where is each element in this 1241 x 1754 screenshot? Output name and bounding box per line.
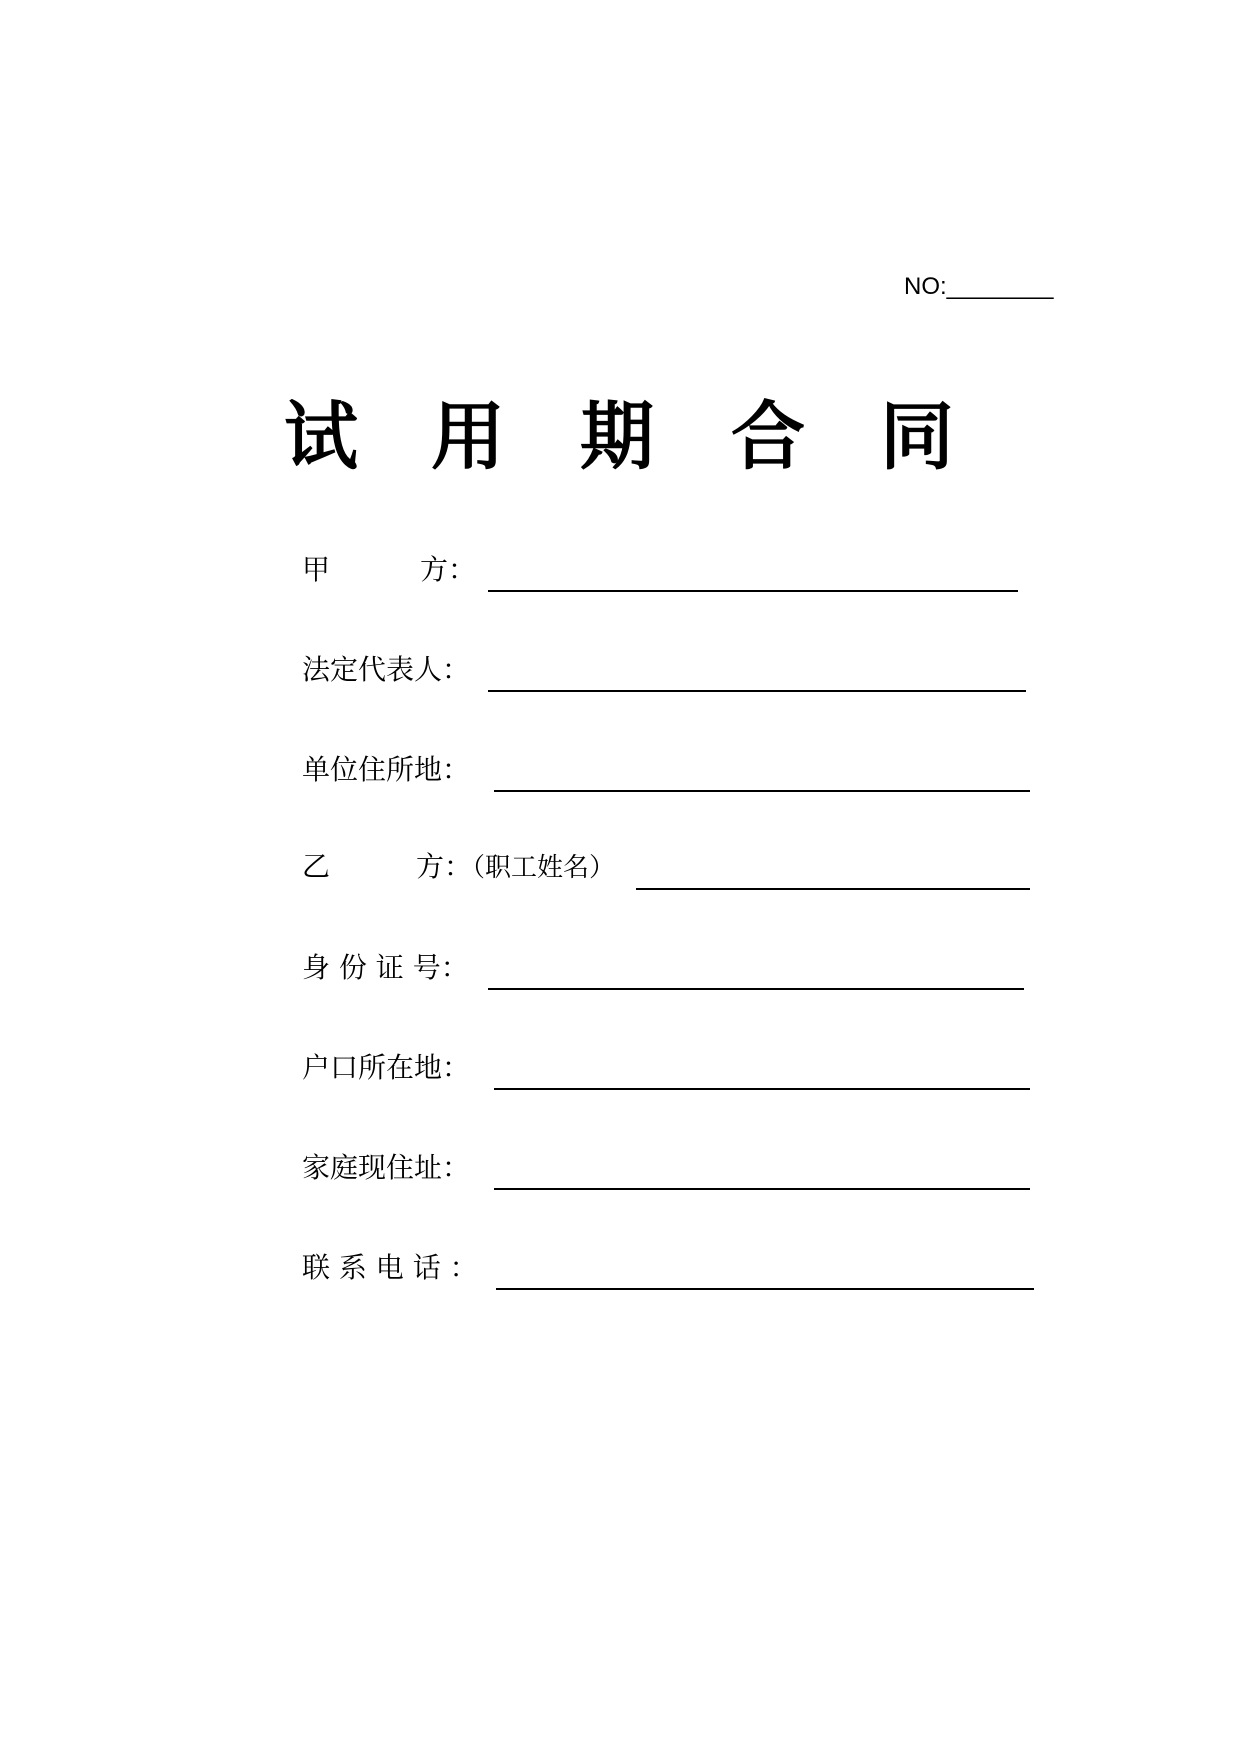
legal-representative-label: 法定代表人： bbox=[302, 653, 471, 686]
party-a-label-tail: 方： bbox=[420, 553, 477, 586]
legal-representative-input-line[interactable] bbox=[488, 690, 1026, 692]
party-a-input-line[interactable] bbox=[488, 590, 1018, 592]
page-title bbox=[0, 392, 1241, 482]
title-char-2: 用 bbox=[431, 394, 505, 480]
party-b-field bbox=[302, 846, 1032, 894]
party-b-input-line[interactable] bbox=[636, 888, 1030, 890]
id-number-field bbox=[302, 946, 1022, 994]
contact-phone-label: 联 系 电 话 ： bbox=[302, 1251, 478, 1284]
id-number-label: 身 份 证 号： bbox=[302, 951, 469, 984]
party-a-field bbox=[302, 548, 1022, 596]
title-char-3: 期 bbox=[580, 394, 654, 480]
home-address-input-line[interactable] bbox=[494, 1188, 1030, 1190]
id-number-input-line[interactable] bbox=[488, 988, 1024, 990]
party-b-label bbox=[302, 849, 615, 886]
title-char-4: 合 bbox=[731, 394, 805, 480]
company-address-field bbox=[302, 748, 1022, 796]
home-address-label: 家庭现住址： bbox=[302, 1151, 471, 1184]
household-registration-field bbox=[302, 1046, 1022, 1094]
company-address-label: 单位住所地： bbox=[302, 753, 471, 786]
document-number: NO:________ bbox=[904, 273, 1054, 300]
title-char-1: 试 bbox=[284, 394, 358, 480]
household-registration-label: 户口所在地： bbox=[302, 1051, 471, 1084]
contact-phone-field bbox=[302, 1246, 1032, 1294]
party-b-label-note: （职工姓名） bbox=[472, 853, 616, 883]
party-a-label bbox=[302, 552, 476, 588]
household-registration-input-line[interactable] bbox=[494, 1088, 1030, 1090]
party-b-label-lead: 乙 bbox=[302, 850, 331, 883]
party-b-label-tail: 方： bbox=[416, 850, 473, 883]
title-char-5: 同 bbox=[880, 394, 954, 480]
company-address-input-line[interactable] bbox=[494, 790, 1030, 792]
legal-representative-field bbox=[302, 648, 1022, 696]
contact-phone-input-line[interactable] bbox=[496, 1288, 1034, 1290]
home-address-field bbox=[302, 1146, 1022, 1194]
party-a-label-lead: 甲 bbox=[302, 553, 331, 586]
